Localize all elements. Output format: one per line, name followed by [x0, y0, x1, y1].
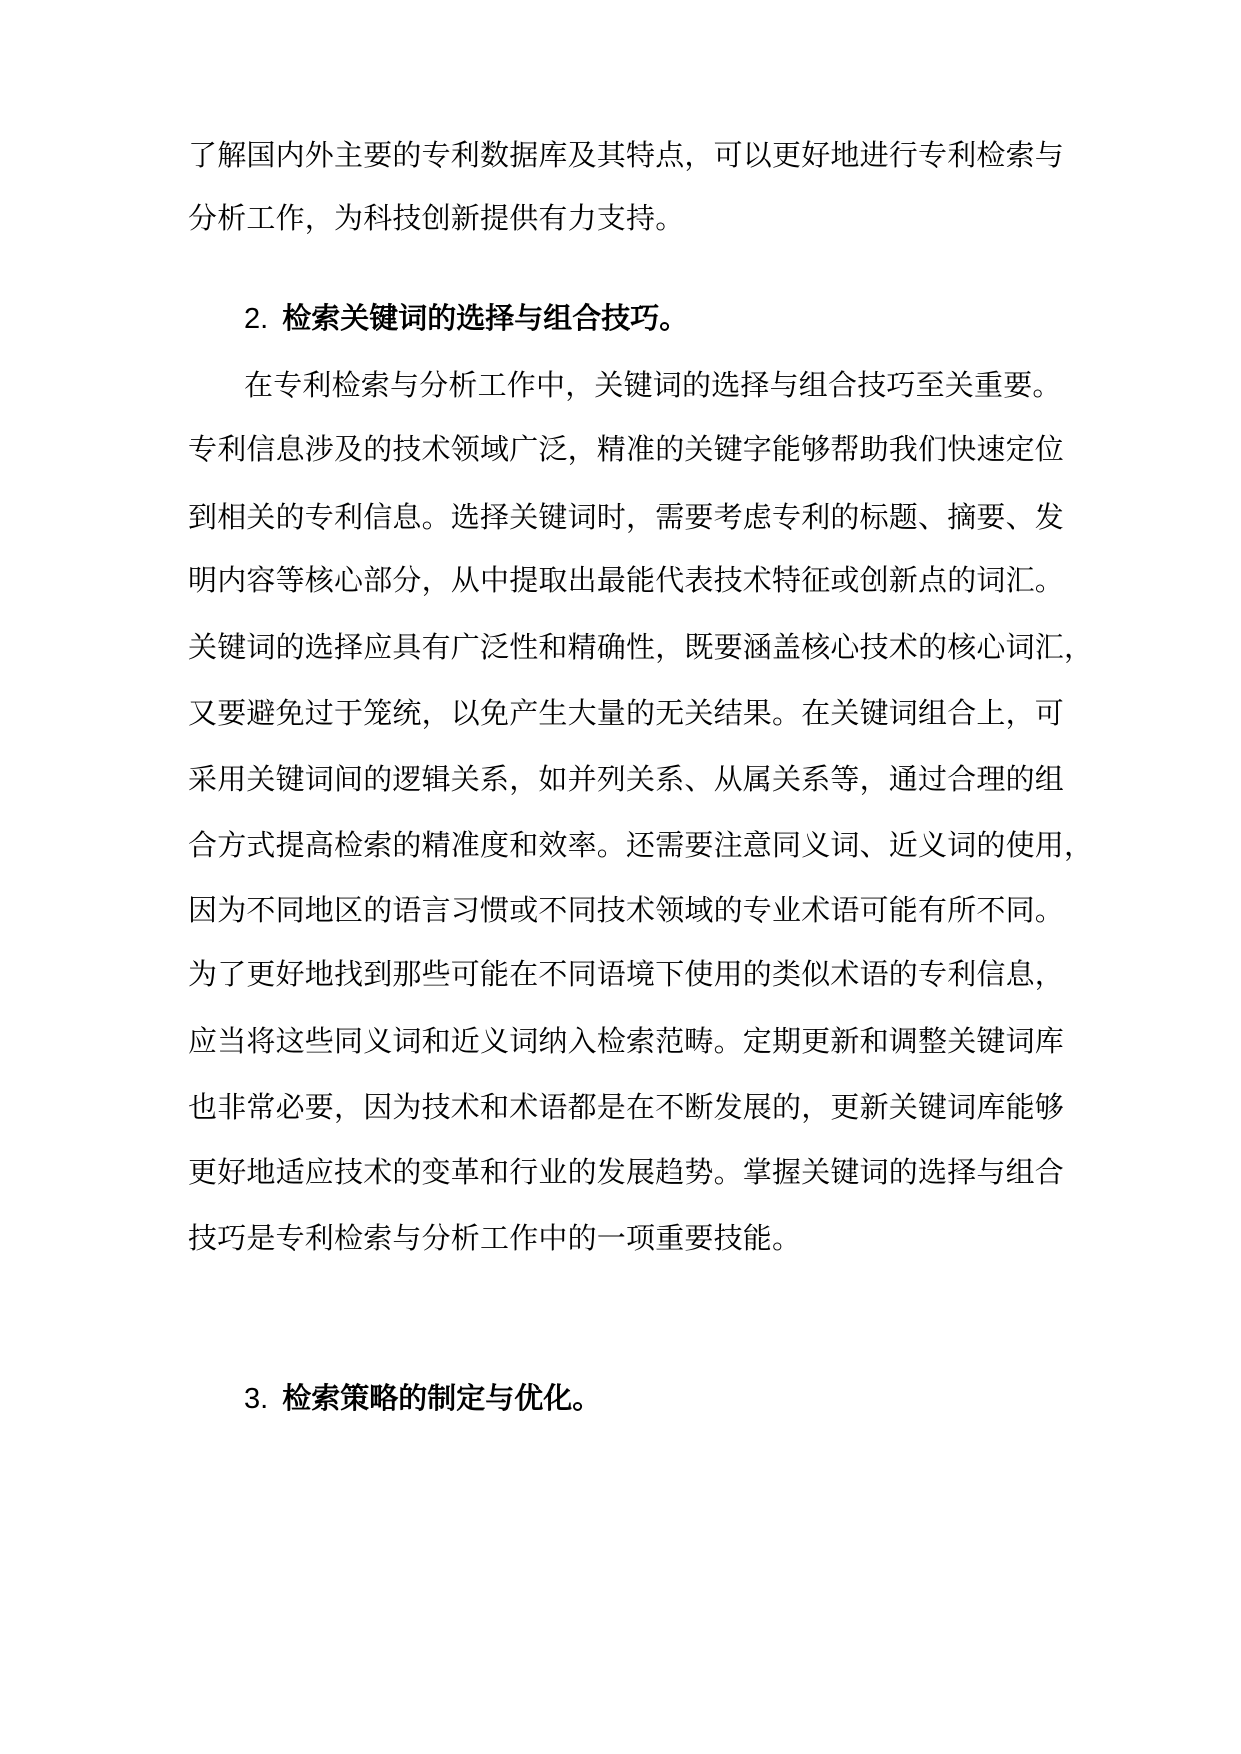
section-2-line-1: 在专利检索与分析工作中，关键词的选择与组合技巧至关重要。 — [244, 368, 1062, 402]
section-2-line-13: 更好地适应技术的变革和行业的发展趋势。掌握关键词的选择与组合 — [188, 1155, 1065, 1189]
section-3-heading — [244, 1379, 601, 1417]
section-2-line-3: 到相关的专利信息。选择关键词时，需要考虑专利的标题、摘要、发 — [188, 500, 1065, 534]
section-3-title: 检索策略的制定与优化。 — [282, 1381, 602, 1415]
section-2-line-14: 技巧是专利检索与分析工作中的一项重要技能。 — [188, 1221, 802, 1255]
intro-line-2: 分析工作，为科技创新提供有力支持。 — [188, 201, 685, 235]
section-2-line-8: 合方式提高检索的精准度和效率。还需要注意同义词、近义词的使用， — [188, 828, 1094, 862]
section-2-line-15 — [188, 1285, 1048, 1323]
section-2-line-9: 因为不同地区的语言习惯或不同技术领域的专业术语可能有所不同。 — [188, 893, 1065, 927]
section-2-line-4: 明内容等核心部分，从中提取出最能代表技术特征或创新点的词汇。 — [188, 563, 1065, 597]
section-2-title: 检索关键词的选择与组合技巧。 — [282, 301, 689, 335]
section-3-number: 3. — [244, 1383, 269, 1415]
section-2-number: 2. — [244, 303, 269, 335]
section-2-line-12: 也非常必要，因为技术和术语都是在不断发展的，更新关键词库能够 — [188, 1090, 1065, 1124]
section-2-line-7: 采用关键词间的逻辑关系，如并列关系、从属关系等，通过合理的组 — [188, 762, 1065, 796]
section-2-heading — [244, 299, 688, 337]
section-2-line-6: 又要避免过于笼统，以免产生大量的无关结果。在关键词组合上，可 — [188, 696, 1065, 730]
intro-line-1: 了解国内外主要的专利数据库及其特点，可以更好地进行专利检索与 — [188, 138, 1065, 172]
section-2-line-5: 关键词的选择应具有广泛性和精确性，既要涵盖核心技术的核心词汇， — [188, 630, 1094, 664]
section-2-line-2: 专利信息涉及的技术领域广泛，精准的关键字能够帮助我们快速定位 — [188, 432, 1065, 466]
section-2-line-11: 应当将这些同义词和近义词纳入检索范畴。定期更新和调整关键词库 — [188, 1024, 1065, 1058]
section-2-line-10: 为了更好地找到那些可能在不同语境下使用的类似术语的专利信息， — [188, 957, 1065, 991]
